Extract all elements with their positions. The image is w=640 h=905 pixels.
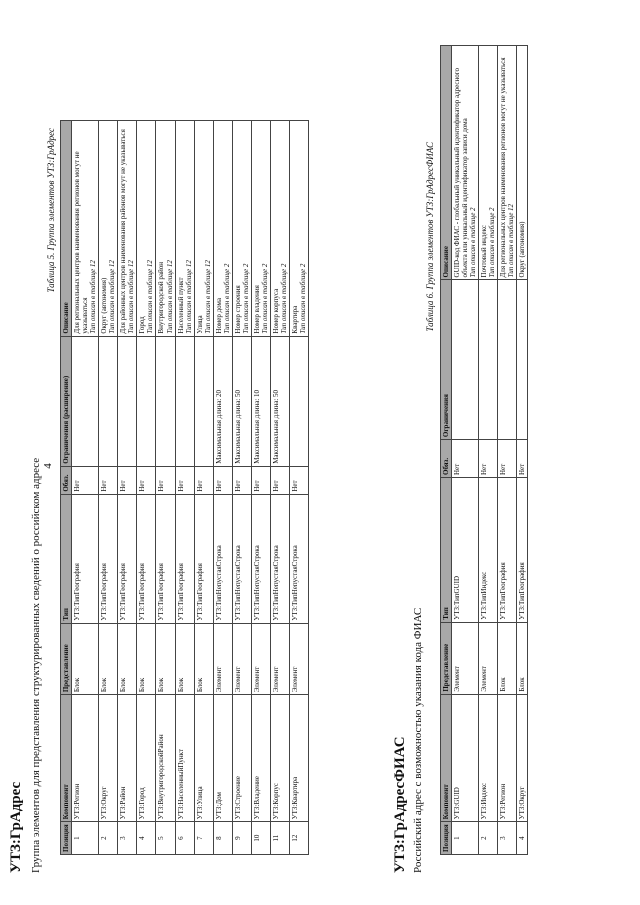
cell-description — [498, 46, 517, 280]
cell-restriction: Максимальная длина: 50 — [271, 336, 290, 466]
description-text: Номер строения — [233, 285, 242, 334]
cell-description — [232, 121, 251, 337]
th-description: Описание — [61, 121, 72, 337]
cell-restriction — [498, 280, 517, 440]
cell-position: 8 — [213, 822, 232, 855]
th-required: Обяз. — [61, 466, 72, 494]
description-text: Номер владения — [252, 285, 261, 334]
cell-component: УТЗ:GUID — [452, 694, 479, 822]
cell-description — [213, 121, 232, 337]
cell-type: УТЗ:ТипНепустаяСтрока — [251, 494, 270, 623]
cell-required: Нет — [517, 440, 528, 478]
th-position: Позиция — [61, 822, 72, 855]
cell-restriction — [137, 336, 156, 466]
cell-required: Нет — [290, 466, 309, 494]
th-type: Тип — [61, 494, 72, 623]
table5 — [60, 120, 309, 855]
cell-position: 9 — [232, 822, 251, 855]
cell-component: УТЗ:Округ — [99, 695, 118, 822]
cell-description — [99, 121, 118, 337]
cell-component: УТЗ:НаселенныйПункт — [175, 695, 194, 822]
cell-type: УТЗ:ТипГеография — [137, 494, 156, 623]
th-required: Обяз. — [441, 440, 452, 478]
description-text: GUID-код ФИАС - глобальный уникальный идентификатор адресного объекта или уникальный идентификатор записи дома — [453, 68, 470, 278]
cell-representation: Элемент — [213, 623, 232, 695]
cell-required: Нет — [213, 466, 232, 494]
cell-component: УТЗ:Район — [118, 695, 137, 822]
th-representation: Представление — [61, 623, 72, 695]
cell-component: УТЗ:Владение — [251, 695, 270, 822]
cell-description — [290, 121, 309, 337]
cell-position: 7 — [194, 822, 213, 855]
type-note: Тип описан в таблице 12 — [165, 260, 174, 334]
cell-type: УТЗ:ТипНепустаяСтрока — [271, 494, 290, 623]
cell-representation: Блок — [175, 623, 194, 695]
cell-component: УТЗ:Округ — [517, 694, 528, 822]
table-row — [271, 121, 290, 855]
cell-description — [175, 121, 194, 337]
cell-restriction: Максимальная длина: 20 — [213, 336, 232, 466]
cell-representation: Блок — [498, 622, 517, 694]
cell-component: УТЗ:Улица — [194, 695, 213, 822]
description-text: Для региональных центров наименования регионов могут не указываться — [499, 57, 508, 278]
cell-type: УТЗ:ТипГеография — [175, 494, 194, 623]
table-row — [213, 121, 232, 855]
cell-type: УТЗ:ТипНепустаяСтрока — [213, 494, 232, 623]
th-restrictions: Ограничения (расширение) — [61, 336, 72, 466]
type-note: Тип описан в таблице 2 — [241, 263, 250, 334]
cell-component: УТЗ:Регион — [498, 694, 517, 822]
cell-component: УТЗ:Регион — [72, 695, 99, 822]
description-text: Город — [138, 316, 147, 334]
table-row — [479, 46, 498, 855]
description-text: Для районных центров наименования районов могут не указываться — [119, 129, 128, 334]
cell-restriction — [99, 336, 118, 466]
section2-title: УТЗ:ГрАдресФИАС — [392, 736, 408, 873]
table6 — [440, 45, 528, 855]
cell-representation: Элемент — [479, 622, 498, 694]
cell-component: УТЗ:Квартира — [290, 695, 309, 822]
cell-position: 3 — [118, 822, 137, 855]
cell-required: Нет — [156, 466, 175, 494]
cell-type: УТЗ:ТипНепустаяСтрока — [290, 494, 309, 623]
cell-restriction — [517, 280, 528, 440]
type-note: Тип описан в таблице 12 — [89, 260, 98, 334]
cell-required: Нет — [479, 440, 498, 478]
cell-required: Нет — [99, 466, 118, 494]
cell-description — [194, 121, 213, 337]
th-restrictions: Ограничения — [441, 280, 452, 440]
type-note: Тип описан в таблице 2 — [469, 207, 478, 278]
section2-subtitle: Российский адрес с возможностью указания кода ФИАС — [412, 607, 424, 873]
cell-required: Нет — [137, 466, 156, 494]
cell-required: Нет — [498, 440, 517, 478]
cell-position: 6 — [175, 822, 194, 855]
cell-position: 2 — [99, 822, 118, 855]
description-text: Номер дома — [214, 297, 223, 334]
cell-representation: Элемент — [452, 622, 479, 694]
cell-type: УТЗ:ТипГеография — [118, 494, 137, 623]
table-row — [137, 121, 156, 855]
cell-representation: Блок — [156, 623, 175, 695]
cell-component: УТЗ:ВнутригородскойРайон — [156, 695, 175, 822]
cell-type: УТЗ:ТипНепустаяСтрока — [232, 494, 251, 623]
cell-representation: Элемент — [290, 623, 309, 695]
cell-component: УТЗ:Индекс — [479, 694, 498, 822]
type-note: Тип описан в таблице 12 — [146, 260, 155, 334]
cell-description — [72, 121, 99, 337]
cell-required: Нет — [175, 466, 194, 494]
cell-description — [251, 121, 270, 337]
cell-component: УТЗ:Корпус — [271, 695, 290, 822]
cell-type: УТЗ:ТипГеография — [99, 494, 118, 623]
table-row — [99, 121, 118, 855]
cell-type: УТЗ:ТипИндекс — [479, 478, 498, 623]
table-row — [118, 121, 137, 855]
description-text: Квартира — [291, 305, 300, 334]
cell-representation: Блок — [137, 623, 156, 695]
cell-restriction — [156, 336, 175, 466]
description-text: Номер корпуса — [272, 288, 281, 334]
cell-position: 11 — [271, 822, 290, 855]
cell-restriction: Максимальная длина: 10 — [251, 336, 270, 466]
cell-position: 1 — [452, 822, 479, 855]
section1-subtitle: Группа элементов для представления структурированных сведений о российском адресе — [30, 457, 42, 873]
cell-representation: Блок — [99, 623, 118, 695]
cell-required: Нет — [452, 440, 479, 478]
th-component: Компонент — [61, 695, 72, 822]
description-text: Улица — [195, 315, 204, 334]
description-text: Округ (автономия) — [518, 221, 527, 278]
cell-type: УТЗ:ТипГеография — [194, 494, 213, 623]
page-number: 4 — [41, 463, 54, 469]
cell-restriction — [175, 336, 194, 466]
description-text: Округ (автономия) — [100, 277, 109, 334]
table-row — [175, 121, 194, 855]
cell-description — [137, 121, 156, 337]
cell-representation: Элемент — [271, 623, 290, 695]
table-row — [251, 121, 270, 855]
cell-representation: Элемент — [251, 623, 270, 695]
cell-position: 3 — [498, 822, 517, 855]
cell-restriction — [290, 336, 309, 466]
cell-position: 5 — [156, 822, 175, 855]
cell-description — [479, 46, 498, 280]
cell-position: 12 — [290, 822, 309, 855]
cell-type: УТЗ:ТипGUID — [452, 478, 479, 623]
section1-title: УТЗ:ГрАдрес — [8, 781, 24, 873]
cell-type: УТЗ:ТипГеография — [72, 494, 99, 623]
table-row — [156, 121, 175, 855]
table-row — [498, 46, 517, 855]
table5-caption: Таблица 5. Группа элементов УТЗ:ГрАдрес — [46, 128, 56, 293]
cell-type: УТЗ:ТипГеография — [156, 494, 175, 623]
th-type: Тип — [441, 478, 452, 623]
cell-restriction — [72, 336, 99, 466]
description-text: Населенный пункт — [176, 277, 185, 334]
cell-required: Нет — [118, 466, 137, 494]
table-row — [517, 46, 528, 855]
table-row — [194, 121, 213, 855]
cell-required: Нет — [251, 466, 270, 494]
type-note: Тип описан в таблице 2 — [260, 263, 269, 334]
type-note: Тип описан в таблице 2 — [488, 207, 497, 278]
table6-caption: Таблица 6. Группа элементов УТЗ:ГрАдресФИАС — [425, 142, 435, 332]
cell-component: УТЗ:Дом — [213, 695, 232, 822]
type-note: Тип описан в таблице 2 — [222, 263, 231, 334]
type-note: Тип описан в таблице 12 — [507, 203, 516, 278]
th-component: Компонент — [441, 694, 452, 822]
type-note: Тип описан в таблице 12 — [127, 260, 136, 334]
cell-restriction — [479, 280, 498, 440]
table-row — [452, 46, 479, 855]
type-note: Тип описан в таблице 12 — [184, 260, 193, 334]
cell-component: УТЗ:Строение — [232, 695, 251, 822]
cell-position: 1 — [72, 822, 99, 855]
cell-required: Нет — [271, 466, 290, 494]
cell-restriction: Максимальная длина: 50 — [232, 336, 251, 466]
type-note: Тип описан в таблице 2 — [280, 263, 289, 334]
description-text: Внутригородской район — [157, 261, 166, 334]
type-note: Тип описан в таблице 12 — [203, 260, 212, 334]
cell-representation: Блок — [118, 623, 137, 695]
cell-position: 10 — [251, 822, 270, 855]
cell-required: Нет — [232, 466, 251, 494]
table-row — [290, 121, 309, 855]
cell-component: УТЗ:Город — [137, 695, 156, 822]
description-text: Для региональных центров наименования регионов могут не указываться — [73, 151, 90, 334]
th-description: Описание — [441, 46, 452, 280]
cell-description — [118, 121, 137, 337]
cell-position: 4 — [517, 822, 528, 855]
cell-representation: Элемент — [232, 623, 251, 695]
cell-position: 4 — [137, 822, 156, 855]
cell-description — [156, 121, 175, 337]
cell-representation: Блок — [72, 623, 99, 695]
type-note: Тип описан в таблице 2 — [299, 263, 308, 334]
cell-restriction — [452, 280, 479, 440]
cell-type: УТЗ:ТипГеография — [498, 478, 517, 623]
cell-description — [271, 121, 290, 337]
cell-restriction — [194, 336, 213, 466]
table6-header — [441, 46, 452, 855]
cell-position: 2 — [479, 822, 498, 855]
table-row — [232, 121, 251, 855]
table-row — [72, 121, 99, 855]
th-representation: Представление — [441, 622, 452, 694]
cell-required: Нет — [72, 466, 99, 494]
table5-header — [61, 121, 72, 855]
cell-type: УТЗ:ТипГеография — [517, 478, 528, 623]
cell-description — [452, 46, 479, 280]
cell-representation: Блок — [517, 622, 528, 694]
cell-restriction — [118, 336, 137, 466]
cell-required: Нет — [194, 466, 213, 494]
cell-description — [517, 46, 528, 280]
th-position: Позиция — [441, 822, 452, 855]
cell-representation: Блок — [194, 623, 213, 695]
type-note: Тип описан в таблице 12 — [108, 260, 117, 334]
description-text: Почтовый индекс — [480, 225, 489, 278]
